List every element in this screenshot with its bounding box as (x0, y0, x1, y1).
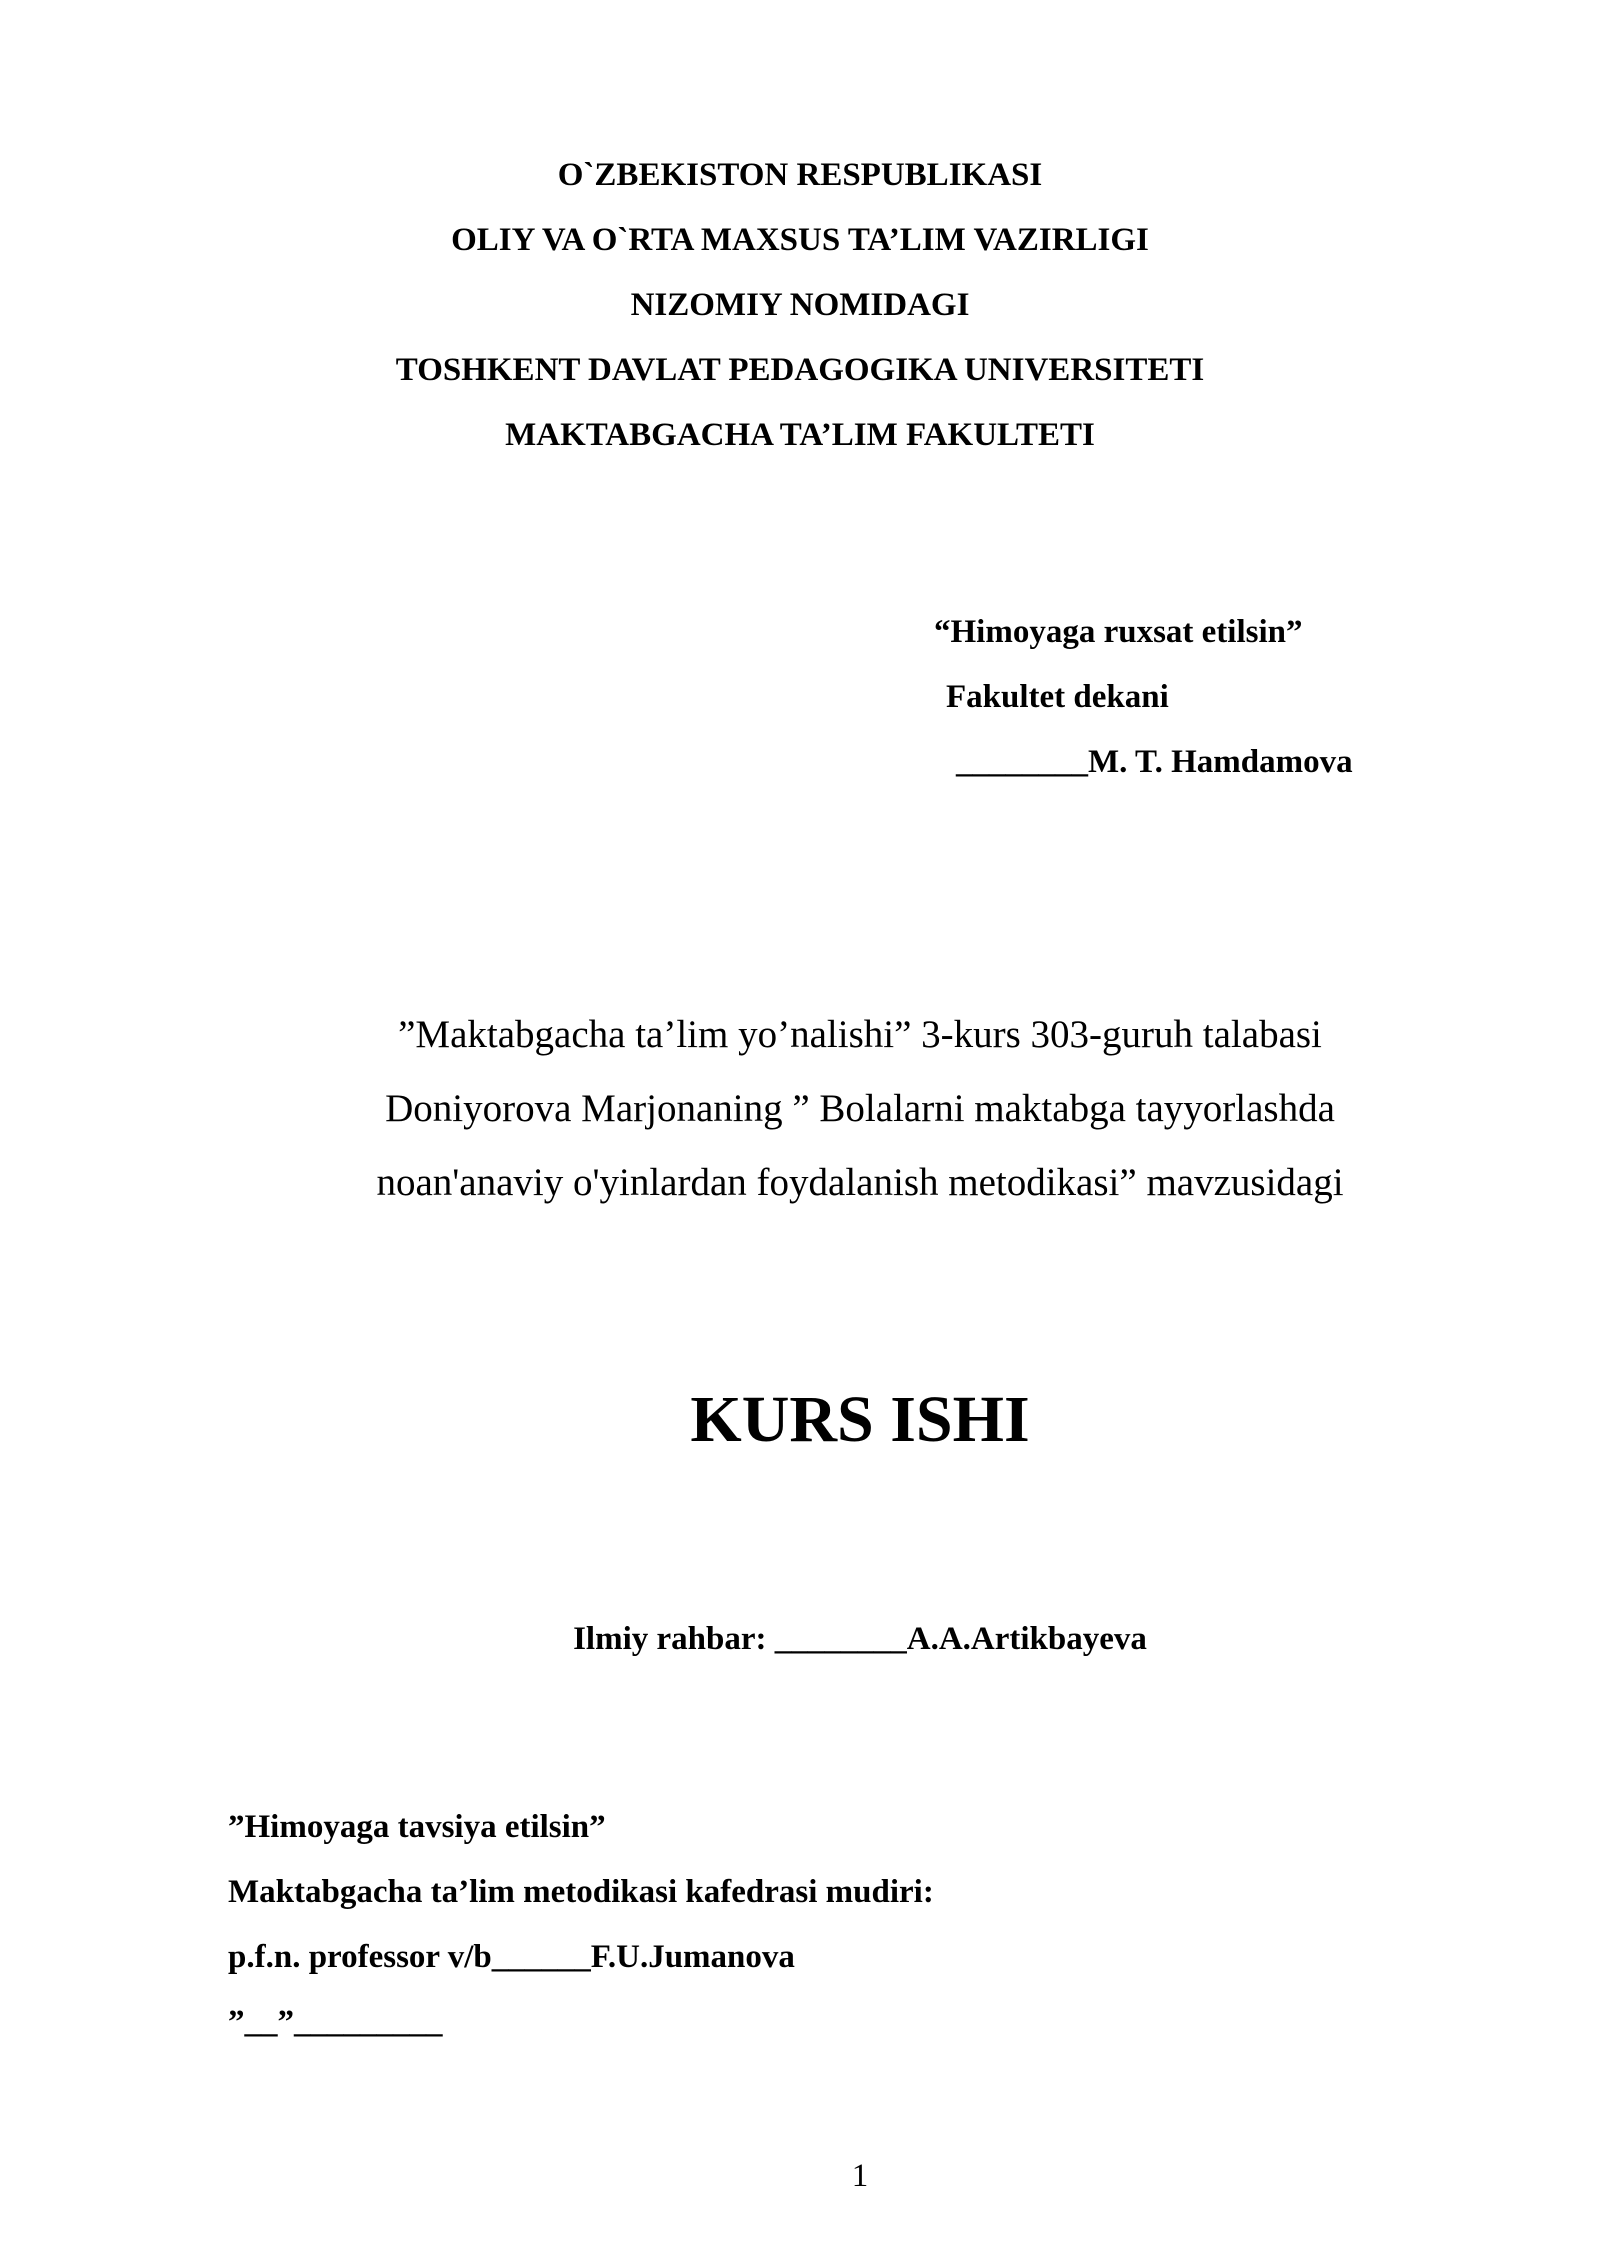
header-line-named-after: NIZOMIY NOMIDAGI (630, 287, 970, 323)
approval-quote: “Himoyaga ruxsat etilsin” (934, 614, 1303, 650)
recommendation-signature: p.f.n. professor v/b______F.U.Jumanova (228, 1939, 795, 1975)
topic-description (250, 1002, 1470, 1224)
approval-position: Fakultet dekani (946, 679, 1169, 715)
topic-line: noan'anaviy o'yinlardan foydalanish metodikasi” mavzusidagi (376, 1161, 1344, 1204)
institution-header (0, 148, 1600, 473)
header-line-university: TOSHKENT DAVLAT PEDAGOGIKA UNIVERSITETI (395, 352, 1205, 388)
title-wrapper (0, 1380, 1600, 1460)
topic-line: ”Maktabgacha ta’lim yo’nalishi” 3-kurs 303-guruh talabasi (398, 1013, 1322, 1056)
recommendation-position: Maktabgacha ta’lim metodikasi kafedrasi mudiri: (228, 1874, 934, 1910)
topic-line: Doniyorova Marjonaning ” Bolalarni maktabga tayyorlashda (385, 1087, 1335, 1130)
approval-signature: ________M. T. Hamdamova (956, 744, 1353, 780)
header-line-faculty: MAKTABGACHA TA’LIM FAKULTETI (505, 417, 1095, 453)
department-recommendation-block (228, 1800, 1228, 2060)
header-line-country: O`ZBEKISTON RESPUBLIKASI (557, 157, 1043, 193)
document-title: KURS ISHI (690, 1383, 1030, 1456)
recommendation-quote: ”Himoyaga tavsiya etilsin” (228, 1809, 606, 1845)
header-line-ministry: OLIY VA O`RTA MAXSUS TA’LIM VAZIRLIGI (451, 222, 1149, 258)
recommendation-date: ”__”_________ (228, 2004, 443, 2040)
supervisor-line: Ilmiy rahbar: ________A.A.Artikbayeva (573, 1621, 1147, 1657)
page-number: 1 (851, 2158, 869, 2194)
dean-approval-block (934, 605, 1454, 800)
